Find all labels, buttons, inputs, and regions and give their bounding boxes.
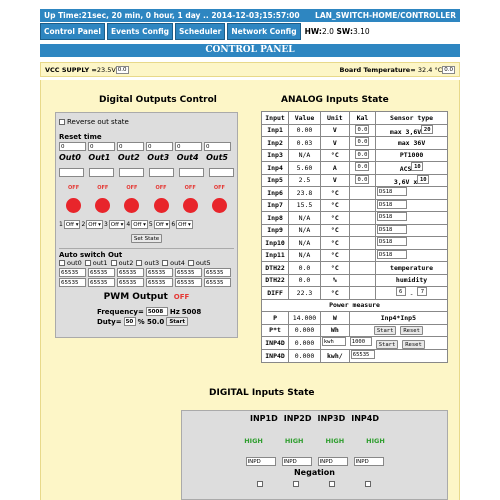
out-name-input[interactable] — [209, 168, 234, 177]
auto-switch-input[interactable]: 65535 — [88, 268, 115, 277]
kal-input[interactable]: 0.0 — [355, 162, 369, 171]
pwm-duty-input[interactable]: 50 — [124, 317, 136, 326]
sensor-id-input[interactable]: DS18 — [377, 212, 407, 221]
out-led-icon[interactable] — [124, 198, 139, 213]
table-row: Inp9 N/A °C DS18 — [262, 224, 448, 237]
out-mode-select[interactable]: Off ▾ — [65, 222, 79, 228]
out-label: Out4 — [176, 153, 199, 162]
tab-events-config[interactable]: Events Config — [107, 23, 173, 40]
table-row: Inp1 0.00 V 0.0 max 3,6V 20 — [262, 124, 448, 137]
auto-switch-input[interactable]: 65535 — [146, 268, 173, 277]
nav-bar — [40, 23, 460, 40]
temp-cal-input[interactable]: 0.0 — [444, 66, 453, 73]
kal-input[interactable]: 0.0 — [355, 125, 369, 134]
negation-label: Negation — [293, 468, 335, 477]
analog-inputs-panel — [261, 111, 448, 401]
col-header: Value — [289, 112, 321, 125]
din-name-input[interactable]: INPD — [354, 457, 384, 466]
out-label: Out2 — [117, 153, 140, 162]
auto-switch-input[interactable]: 65535 — [59, 278, 86, 287]
pwm-start-button[interactable]: Start — [166, 317, 188, 326]
table-row: P 14.000 W Inp4*Inp5 — [262, 312, 448, 325]
table-row: Inp11 N/A °C DS18 — [262, 249, 448, 262]
out-mode-select[interactable]: Off ▾ — [88, 222, 101, 228]
pwm-title: PWM Output — [103, 292, 168, 302]
board-temperature: Board Temperature= 32.4 °C 0.0 — [339, 65, 453, 74]
inp4d-reset-button[interactable]: Reset — [402, 340, 425, 349]
table-row: Inp7 15.5 °C DS18 — [262, 199, 448, 212]
din-state: HIGH — [366, 437, 385, 445]
out-name-input[interactable] — [89, 168, 114, 177]
auto-switch-input[interactable]: 65535 — [117, 268, 144, 277]
din-label: INP3D — [317, 414, 346, 423]
col-header: Unit — [320, 112, 349, 125]
sensor-param-input[interactable]: 20 — [421, 125, 433, 134]
out-mode-select[interactable]: Off ▾ — [110, 222, 124, 228]
auto-switch-input[interactable]: 65535 — [59, 268, 86, 277]
out-name-input[interactable] — [179, 168, 204, 177]
table-row: DIFF 22.3 °C 6 - 7 — [262, 287, 448, 300]
reset-time-inputs — [59, 142, 234, 151]
din-name-input[interactable]: INPD — [246, 457, 276, 466]
inp4d-factor-input[interactable]: 1000 — [350, 337, 372, 346]
inp4d-start-button[interactable]: Start — [376, 340, 399, 349]
vcc-cal-input[interactable]: 0.0 — [117, 66, 127, 73]
auto-switch-input[interactable]: 65535 — [204, 278, 231, 287]
reset-time-label: Reset time — [59, 133, 102, 141]
din-state: HIGH — [284, 437, 304, 445]
version-info: HW:2.0 SW:3.10 — [304, 27, 370, 36]
out-mode-select[interactable]: Off ▾ — [155, 222, 169, 228]
auto-switch-input[interactable]: 65535 — [146, 278, 173, 287]
auto-switch-input[interactable]: 65535 — [175, 278, 202, 287]
out-mode-select[interactable]: Off ▾ — [133, 222, 146, 228]
reverse-out-checkbox[interactable] — [59, 119, 65, 125]
auto-switch-input[interactable]: 65535 — [204, 268, 231, 277]
out-label: Out3 — [147, 153, 170, 162]
table-row: DTH22 0.0 °C temperature — [262, 262, 448, 275]
uptime-text: Up Time:21sec, 20 min, 0 hour, 1 day .. 2014-12-03;15:57:00 — [44, 11, 300, 20]
din-label: INP1D — [250, 414, 278, 423]
out-state-text: OFF — [68, 185, 80, 191]
digital-inputs-title: DIGITAL Inputs State — [209, 388, 315, 398]
tab-control-panel[interactable]: Control Panel — [40, 23, 105, 40]
din-state: HIGH — [325, 437, 345, 445]
sensor-id-input[interactable]: DS18 — [377, 237, 407, 246]
table-row: INP4D 0.000 kwh 1000 Start Reset — [262, 337, 448, 350]
negation-checkbox[interactable] — [293, 481, 299, 487]
table-row: DTH22 0.0 % humidity — [262, 274, 448, 287]
out-state-text: OFF — [97, 185, 109, 191]
status-bar — [40, 9, 460, 22]
col-header: Kal — [349, 112, 375, 125]
out-label: Out0 — [59, 153, 81, 162]
out-label: Out5 — [206, 153, 228, 162]
auto-switch-input[interactable]: 65535 — [117, 278, 144, 287]
din-name-input[interactable]: INPD — [318, 457, 348, 466]
auto-switch-label: Auto switch Out — [59, 248, 234, 259]
table-row: Inp5 2.5 V 0.0 3,6V x 10 — [262, 174, 448, 187]
sensor-param-input[interactable]: 10 — [411, 162, 423, 171]
negation-checkbox[interactable] — [329, 481, 335, 487]
auto-switch-checkbox[interactable] — [136, 260, 142, 266]
out-state-text: OFF — [126, 185, 138, 191]
auto-switch-checkbox[interactable] — [111, 260, 117, 266]
reset-time-input[interactable]: 0 — [117, 142, 144, 151]
out-name-input[interactable] — [119, 168, 144, 177]
auto-switch-checkbox[interactable] — [188, 260, 194, 266]
supply-bar — [40, 62, 460, 77]
out-label: Out1 — [88, 153, 111, 162]
table-row: Inp8 N/A °C DS18 — [262, 212, 448, 225]
reset-time-input[interactable]: 0 — [59, 142, 86, 151]
tab-network-config[interactable]: Network Config — [227, 23, 300, 40]
reset-time-input[interactable]: 0 — [175, 142, 202, 151]
out-state-text: OFF — [155, 185, 167, 191]
out-name-input[interactable] — [149, 168, 174, 177]
diff-input-b[interactable]: 7 — [417, 287, 427, 296]
auto-switch-checkbox[interactable] — [59, 260, 65, 266]
pwm-duty-value: % 50.0 — [137, 317, 165, 326]
pwm-frequency-value: 5008 — [181, 307, 202, 316]
din-state: HIGH — [244, 437, 263, 445]
out-led-icon[interactable] — [212, 198, 227, 213]
digital-outputs-title: Digital Outputs Control — [99, 95, 217, 105]
device-name: LAN_SWITCH-HOME/CONTROLLER — [315, 11, 456, 20]
out-led-icon[interactable] — [66, 198, 81, 213]
vcc-supply: VCC SUPPLY =23.5V 0.0 — [45, 65, 127, 74]
analog-inputs-title: ANALOG Inputs State — [281, 95, 389, 105]
panel-title: CONTROL PANEL — [40, 44, 460, 57]
din-name-input[interactable]: INPD — [282, 457, 312, 466]
energy-start-button[interactable]: Start — [374, 326, 397, 335]
set-state-button[interactable]: Set State — [131, 234, 162, 243]
kal-input[interactable]: 0.0 — [355, 175, 369, 184]
reset-time-input[interactable]: 0 — [88, 142, 115, 151]
din-label: INP2D — [283, 414, 312, 423]
table-row: Inp3 N/A °C 0.0 PT1000 — [262, 149, 448, 162]
energy-reset-button[interactable]: Reset — [400, 326, 423, 335]
col-header: Input — [262, 112, 289, 125]
sensor-id-input[interactable]: DS18 — [377, 200, 407, 209]
auto-switch-input[interactable]: 65535 — [88, 278, 115, 287]
din-label: INP4D — [351, 414, 379, 423]
table-row: Inp6 23.8 °C DS18 — [262, 187, 448, 200]
reset-time-input[interactable]: 0 — [204, 142, 231, 151]
sensor-id-input[interactable]: DS18 — [377, 250, 407, 259]
table-row: Inp4 5.60 A 0.0 ACS 10 — [262, 162, 448, 175]
auto-switch-checkbox[interactable] — [85, 260, 91, 266]
out-name-input[interactable] — [59, 168, 84, 177]
inp4d-divisor-input[interactable]: 65535 — [351, 350, 375, 359]
inp4d-unit-input[interactable]: kwh — [322, 337, 346, 346]
negation-checkbox[interactable] — [257, 481, 263, 487]
out-led-icon[interactable] — [95, 198, 110, 213]
out-led-icon[interactable] — [154, 198, 169, 213]
table-row: Inp10 N/A °C DS18 — [262, 237, 448, 250]
auto-switch-input[interactable]: 65535 — [175, 268, 202, 277]
table-row: P*t 0.000 Wh Start Reset — [262, 324, 448, 337]
table-row: Inp2 0.03 V 0.0 max 36V — [262, 137, 448, 150]
sensor-param-input[interactable]: 10 — [417, 175, 429, 184]
out-state-text: OFF — [213, 185, 225, 191]
out-led-icon[interactable] — [183, 198, 198, 213]
digital-outputs-panel: Reverse out state Reset time 0 0 0 0 0 0 Out0 Out1 Out2 Out3 Out4 Out5 OFF OFF OFF OFF OFF OFF 1 Off ▾ 2 Off ▾ 3 Off ▾ 4 Off ▾ 5 Off ▾ 6 Off ▾ Set State Auto switch Out out0 out1 out2 out3 out4 out5 65535 65535 65535 65535 65535 65535 65535 65535 65535 65535 65535 65535 PWM Output OFF Frequency= 5008 Hz 5008 Duty= 50 % 50.0 Start — [55, 112, 238, 338]
digital-inputs-panel — [181, 410, 448, 500]
diff-input-a[interactable]: 6 — [396, 287, 406, 296]
sensor-id-input[interactable]: DS18 — [377, 225, 407, 234]
out-mode-select[interactable]: Off ▾ — [178, 222, 191, 228]
tab-scheduler[interactable]: Scheduler — [175, 23, 225, 40]
pwm-frequency-input[interactable]: 5008 — [146, 307, 168, 316]
kal-input[interactable]: 0.0 — [355, 137, 369, 146]
kal-input[interactable]: 0.0 — [355, 150, 369, 159]
reset-time-input[interactable]: 0 — [146, 142, 173, 151]
table-row: INP4D 0.000 kwh/ 65535 — [262, 350, 448, 363]
main-area — [40, 80, 460, 500]
pwm-state: OFF — [173, 293, 190, 301]
sensor-id-input[interactable]: DS18 — [377, 187, 407, 196]
auto-switch-checkbox[interactable] — [162, 260, 168, 266]
power-measure-header: Power measure — [262, 299, 448, 312]
out-state-text: OFF — [184, 185, 196, 191]
col-header: Sensor type — [376, 112, 448, 125]
analog-table — [261, 111, 448, 363]
negation-checkbox[interactable] — [365, 481, 371, 487]
